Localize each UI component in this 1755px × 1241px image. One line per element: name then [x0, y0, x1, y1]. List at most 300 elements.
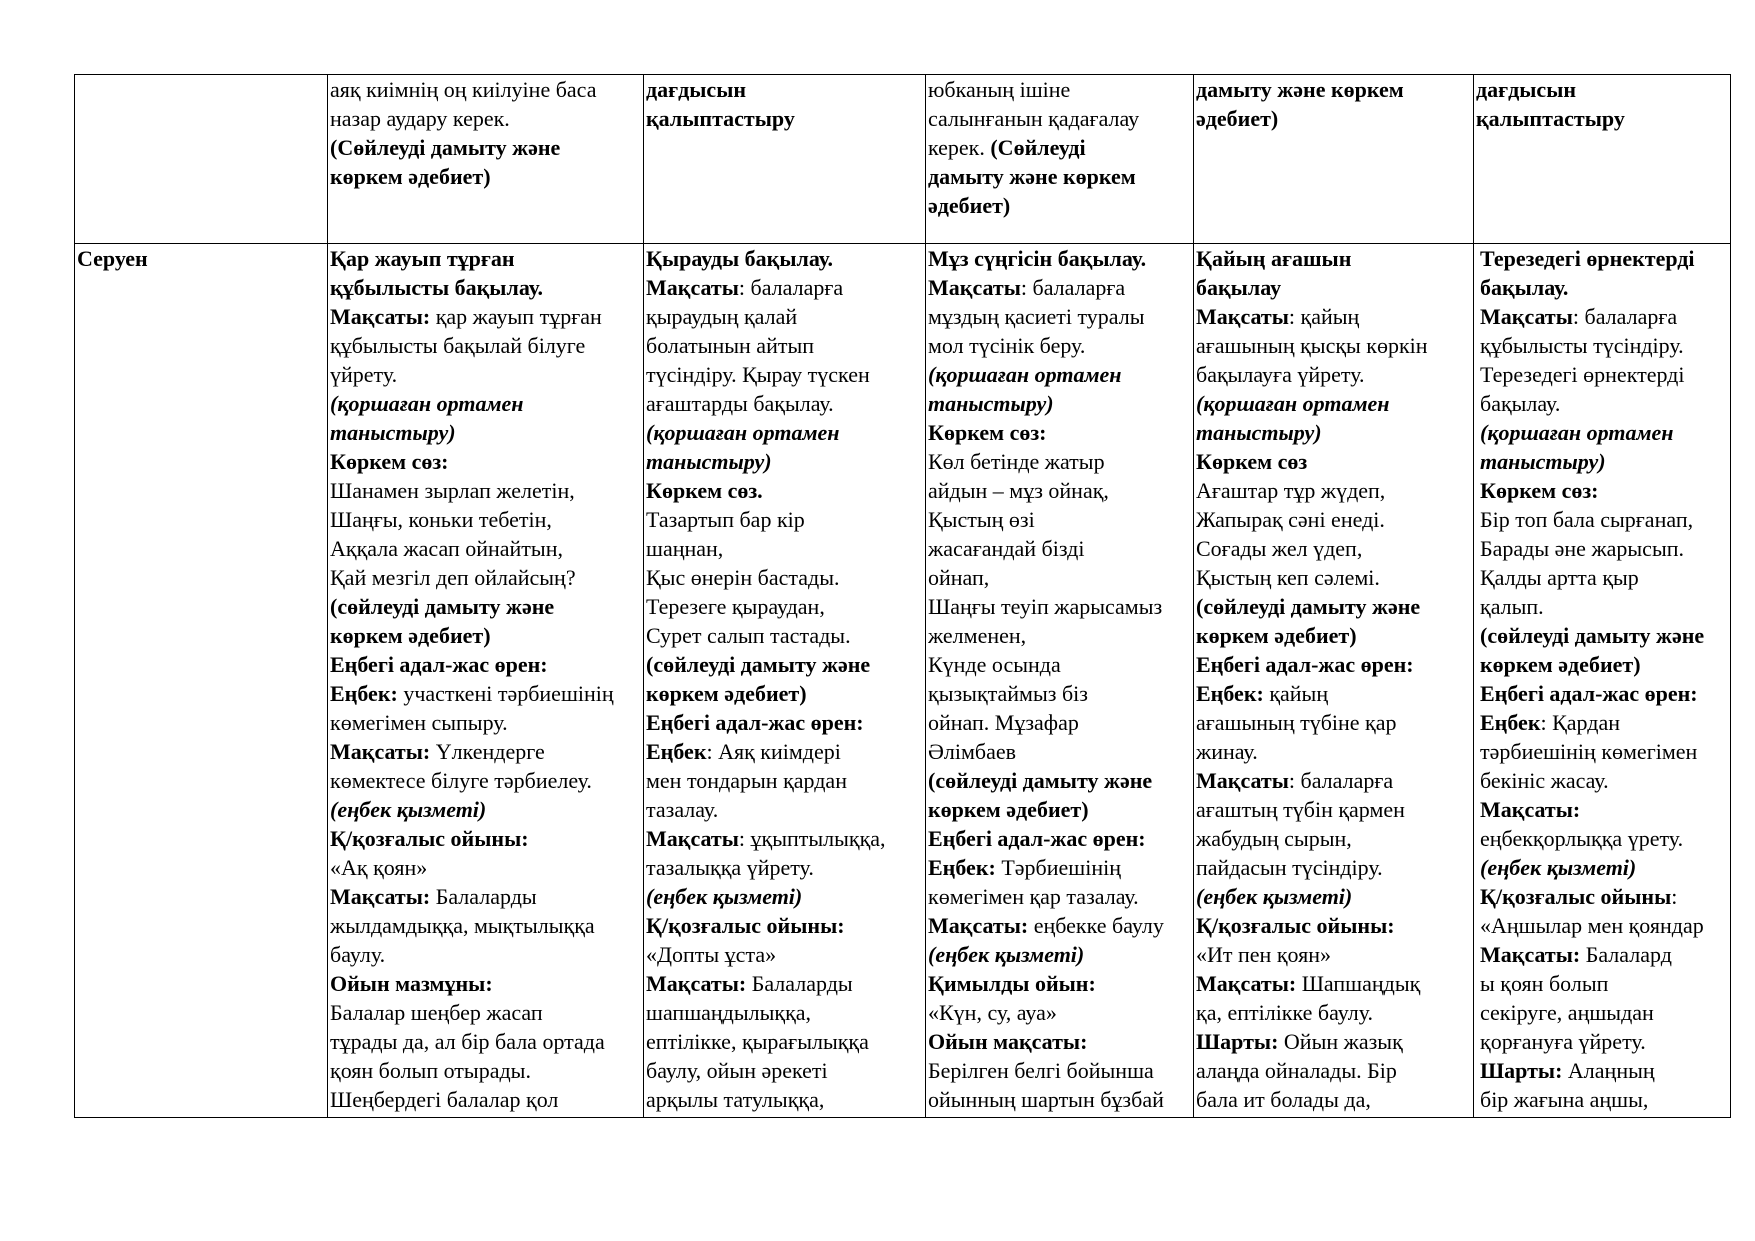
text-run: Бір топ бала сырғанап, — [1480, 507, 1694, 532]
text-run: көркем әдебиет) — [1196, 623, 1357, 648]
text-run: қалыптастыру — [1476, 106, 1625, 131]
text-line — [646, 1056, 925, 1085]
text-run: үйрету. — [330, 362, 398, 387]
text-line — [928, 853, 1193, 882]
text-run: (еңбек қызметі) — [928, 942, 1085, 967]
text-line — [928, 273, 1193, 302]
text-line — [1480, 244, 1730, 273]
text-run: таныстыру) — [1480, 449, 1606, 474]
text-run: Мұз сүңгісін бақылау. — [928, 246, 1147, 271]
text-run: жылдамдыққа, мықтылыққа — [330, 913, 595, 938]
text-run: Аққала жасап ойнайтын, — [330, 536, 563, 561]
text-line — [330, 104, 643, 133]
text-line — [330, 998, 643, 1027]
text-line — [1480, 563, 1730, 592]
text-line — [1196, 331, 1473, 360]
text-run: Балалар шеңбер жасап — [330, 1000, 543, 1025]
text-run: «Аңшылар мен қояндар — [1480, 913, 1704, 938]
text-run: Қай мезгіл деп ойлайсың? — [330, 565, 576, 590]
text-run: таныстыру) — [646, 449, 772, 474]
text-run: (еңбек қызметі) — [646, 884, 803, 909]
text-run: Шаңғы, коньки тебетін, — [330, 507, 552, 532]
text-run: Терезедегі өрнектерді — [1480, 362, 1685, 387]
text-run: қалыптастыру — [646, 106, 795, 131]
text-run: Тазартып бар кір — [646, 507, 805, 532]
text-line — [928, 133, 1193, 162]
text-run: Қар жауып тұрған — [330, 246, 515, 271]
text-line — [1196, 621, 1473, 650]
text-run: назар аудару керек. — [330, 106, 510, 131]
text-line — [646, 505, 925, 534]
text-run: участкені тәрбиешінің — [397, 681, 614, 706]
text-run: баулу. — [330, 942, 386, 967]
text-line — [1196, 853, 1473, 882]
text-line — [646, 244, 925, 273]
text-run: қорғануға үйрету. — [1480, 1029, 1646, 1054]
text-run: болатынын айтып — [646, 333, 815, 358]
text-line — [1480, 853, 1730, 882]
text-run: ептілікке, қырағылыққа — [646, 1029, 869, 1054]
activity-cell — [328, 75, 644, 244]
text-line — [646, 273, 925, 302]
row-label: Серуен — [77, 246, 148, 271]
text-line — [330, 563, 643, 592]
text-line — [928, 476, 1193, 505]
text-run: секіруге, аңшыдан — [1480, 1000, 1654, 1025]
text-line — [1196, 824, 1473, 853]
text-run: Мақсаты — [1480, 304, 1573, 329]
text-run: Тәрбиешінің — [995, 855, 1121, 880]
text-line — [1480, 882, 1730, 911]
text-run: тазалыққа үйрету. — [646, 855, 814, 880]
table-row — [75, 75, 1731, 244]
text-run: Қырауды бақылау. — [646, 246, 834, 271]
text-run: «Ит пен қоян» — [1196, 942, 1331, 967]
text-run: қалып. — [1480, 594, 1544, 619]
plan-table — [74, 74, 1731, 1118]
text-line — [1480, 911, 1730, 940]
text-line — [928, 882, 1193, 911]
row-label-cell — [75, 75, 328, 244]
text-run: : балаларға — [738, 275, 844, 300]
text-line — [928, 592, 1193, 621]
text-line — [928, 650, 1193, 679]
text-run: көркем әдебиет) — [330, 164, 491, 189]
text-line — [646, 75, 925, 104]
text-line — [330, 824, 643, 853]
text-line — [1196, 273, 1473, 302]
text-run: жасағандай бізді — [928, 536, 1085, 561]
text-line — [928, 331, 1193, 360]
text-line — [330, 505, 643, 534]
text-line — [646, 360, 925, 389]
text-line — [1196, 882, 1473, 911]
text-run: Ойын мазмұны: — [330, 971, 493, 996]
text-run: Көркем сөз: — [330, 449, 449, 474]
text-run: Берілген белгі бойынша — [928, 1058, 1154, 1083]
text-line — [330, 75, 643, 104]
text-run: (қоршаған ортамен — [646, 420, 840, 445]
text-run: аяқ киімнің оң киілуіне баса — [330, 77, 597, 102]
text-run: Еңбек: — [1196, 681, 1264, 706]
text-run: салынғанын қадағалау — [928, 106, 1140, 131]
text-run: ағаштарды бақылау. — [646, 391, 834, 416]
text-line — [646, 389, 925, 418]
text-line — [928, 447, 1193, 476]
text-line — [1476, 75, 1730, 104]
text-line — [1480, 737, 1730, 766]
text-run: Барады әне жарысып. — [1480, 536, 1685, 561]
text-run: Еңбек — [1480, 710, 1541, 735]
text-line — [928, 911, 1193, 940]
text-line — [646, 882, 925, 911]
text-run: Еңбегі адал-жас өрен: — [646, 710, 864, 735]
text-line — [646, 737, 925, 766]
text-run: керек. — [928, 135, 991, 160]
text-run: ағашының қысқы көркін — [1196, 333, 1428, 358]
text-run: мол түсінік беру. — [928, 333, 1086, 358]
text-line — [928, 1085, 1193, 1114]
text-line — [1480, 534, 1730, 563]
text-line — [1480, 708, 1730, 737]
text-line — [1196, 505, 1473, 534]
text-run: Қыс өнерін бастады. — [646, 565, 840, 590]
text-run: Әлімбаев — [928, 739, 1017, 764]
text-line — [1480, 1027, 1730, 1056]
text-line — [646, 679, 925, 708]
text-line — [928, 621, 1193, 650]
text-run: (сөйлеуді дамыту және — [1480, 623, 1705, 648]
text-run: Қ/қозғалыс ойыны — [1480, 884, 1672, 909]
text-line — [646, 476, 925, 505]
text-run: Қимылды ойын: — [928, 971, 1096, 996]
text-run: алаңда ойналады. Бір — [1196, 1058, 1397, 1083]
text-line — [646, 563, 925, 592]
text-run: құбылысты бақылау. — [330, 275, 543, 300]
text-line — [1196, 360, 1473, 389]
text-line — [1480, 360, 1730, 389]
text-run: Ойын мақсаты: — [928, 1029, 1088, 1054]
text-line — [330, 911, 643, 940]
text-run: Шапшаңдық — [1296, 971, 1421, 996]
activity-cell — [644, 244, 926, 1118]
text-line — [1480, 679, 1730, 708]
text-line — [646, 302, 925, 331]
text-line — [646, 650, 925, 679]
text-run: Мақсаты: — [646, 971, 747, 996]
text-run: әдебиет) — [928, 193, 1011, 218]
text-line — [646, 911, 925, 940]
text-line — [330, 244, 643, 273]
text-run: арқылы татулыққа, — [646, 1087, 825, 1112]
text-run: ойынның шартын бұзбай — [928, 1087, 1164, 1112]
text-line — [330, 1085, 643, 1114]
text-run: «Күн, су, ауа» — [928, 1000, 1057, 1025]
text-line — [330, 940, 643, 969]
text-run: Көркем сөз. — [646, 478, 763, 503]
text-run: (сөйлеуді дамыту және — [646, 652, 871, 677]
text-line — [928, 505, 1193, 534]
text-run: Шаңғы теуіп жарысамыз — [928, 594, 1163, 619]
text-run: Шарты: — [1196, 1029, 1279, 1054]
text-run: көркем әдебиет) — [330, 623, 491, 648]
text-line — [330, 418, 643, 447]
activity-cell — [644, 75, 926, 244]
text-line — [330, 534, 643, 563]
text-run: Мақсаты — [928, 275, 1021, 300]
text-run: баулу, ойын әрекеті — [646, 1058, 828, 1083]
text-run: Көл бетінде жатыр — [928, 449, 1105, 474]
text-line — [646, 331, 925, 360]
text-run: бекініс жасау. — [1480, 768, 1609, 793]
text-run: Шеңбердегі балалар қол — [330, 1087, 559, 1112]
text-run: ағашының түбіне қар — [1196, 710, 1397, 735]
text-run: : ұқыптылыққа, — [738, 826, 886, 851]
text-line — [330, 621, 643, 650]
text-line — [1196, 650, 1473, 679]
text-line — [1196, 534, 1473, 563]
text-line — [646, 969, 925, 998]
text-line — [1196, 244, 1473, 273]
text-line — [1480, 969, 1730, 998]
text-line — [1480, 476, 1730, 505]
text-line — [646, 940, 925, 969]
text-line — [928, 563, 1193, 592]
text-run: (қоршаған ортамен — [330, 391, 524, 416]
text-run: Еңбегі адал-жас өрен: — [1196, 652, 1414, 677]
text-line — [330, 162, 643, 191]
text-run: айдын – мұз ойнақ, — [928, 478, 1109, 503]
text-run: көмегімен сыпыру. — [330, 710, 508, 735]
activity-cell — [1474, 75, 1731, 244]
text-line — [928, 766, 1193, 795]
text-line — [330, 679, 643, 708]
activity-cell — [328, 244, 644, 1118]
text-run: түсіндіру. Қырау түскен — [646, 362, 870, 387]
text-line — [1196, 911, 1473, 940]
text-line — [1480, 766, 1730, 795]
text-run: көмегімен қар тазалау. — [928, 884, 1139, 909]
activity-cell — [926, 244, 1194, 1118]
text-run: (қоршаған ортамен — [928, 362, 1122, 387]
text-line — [1480, 1085, 1730, 1114]
text-line — [1480, 940, 1730, 969]
text-run: Көркем сөз: — [1480, 478, 1599, 503]
text-line — [928, 302, 1193, 331]
text-line — [1476, 104, 1730, 133]
text-run: Шанамен зырлап желетін, — [330, 478, 575, 503]
text-run: еңбекқорлыққа үрету. — [1480, 826, 1684, 851]
text-run: Қ/қозғалыс ойыны: — [1196, 913, 1395, 938]
text-run: Мақсаты: — [1480, 797, 1581, 822]
text-run: Алаңның — [1562, 1058, 1655, 1083]
text-line — [330, 389, 643, 418]
text-line — [1196, 1085, 1473, 1114]
text-run: Терезеге қыраудан, — [646, 594, 825, 619]
text-run: Сурет салып тастады. — [646, 623, 851, 648]
text-run: юбканың ішіне — [928, 77, 1071, 102]
text-line — [330, 133, 643, 162]
text-run: ы қоян болып — [1480, 971, 1609, 996]
text-line — [928, 679, 1193, 708]
text-run: дағдысын — [1476, 77, 1577, 102]
text-run: тұрады да, ал бір бала ортада — [330, 1029, 605, 1054]
text-line — [928, 104, 1193, 133]
text-line — [1196, 389, 1473, 418]
text-run: қар жауып тұрған — [430, 304, 602, 329]
text-run: : — [1671, 884, 1678, 909]
text-run: Мақсаты — [1196, 304, 1289, 329]
text-run: Терезедегі өрнектерді — [1480, 246, 1695, 271]
text-line — [646, 447, 925, 476]
text-run: құбылысты түсіндіру. — [1480, 333, 1684, 358]
text-run: Балалард — [1580, 942, 1672, 967]
text-run: дағдысын — [646, 77, 747, 102]
text-run: Ағаштар тұр жүдеп, — [1196, 478, 1386, 503]
text-line — [330, 969, 643, 998]
text-run: (қоршаған ортамен — [1480, 420, 1674, 445]
text-run: Мақсаты — [646, 275, 739, 300]
text-line — [330, 302, 643, 331]
text-run: (сөйлеуді дамыту және — [928, 768, 1153, 793]
text-line — [330, 650, 643, 679]
text-run: : балаларға — [1572, 304, 1678, 329]
text-line — [330, 882, 643, 911]
text-run: ойнап, — [928, 565, 990, 590]
text-line — [928, 1056, 1193, 1085]
text-line — [1196, 969, 1473, 998]
text-run: Еңбек: — [928, 855, 996, 880]
text-run: тәрбиешінің көмегімен — [1480, 739, 1698, 764]
text-run: (Сөйлеуді — [990, 135, 1086, 160]
text-line — [330, 708, 643, 737]
text-run: «Ақ қоян» — [330, 855, 428, 880]
text-line — [1480, 505, 1730, 534]
text-run: Көркем сөз — [1196, 449, 1308, 474]
text-line — [928, 534, 1193, 563]
text-line — [330, 795, 643, 824]
text-line — [1480, 447, 1730, 476]
text-run: көркем әдебиет) — [1480, 652, 1641, 677]
text-line — [646, 998, 925, 1027]
text-line — [1196, 75, 1473, 104]
text-line — [646, 795, 925, 824]
text-run: дамыту және көркем — [928, 164, 1136, 189]
text-line — [1480, 998, 1730, 1027]
text-run: бақылауға үйрету. — [1196, 362, 1365, 387]
text-run: Қайың ағашын — [1196, 246, 1352, 271]
text-line — [928, 1027, 1193, 1056]
text-run: Мақсаты: — [1480, 942, 1581, 967]
text-run: Қыстың кеп сәлемі. — [1196, 565, 1380, 590]
text-run: шаңнан, — [646, 536, 724, 561]
text-line — [1196, 592, 1473, 621]
activity-cell — [1474, 244, 1731, 1118]
text-line — [1480, 650, 1730, 679]
text-line — [646, 824, 925, 853]
text-line — [928, 191, 1193, 220]
text-run: мұздың қасиеті туралы — [928, 304, 1145, 329]
text-line — [1480, 824, 1730, 853]
text-line — [646, 592, 925, 621]
text-line — [1480, 592, 1730, 621]
text-run: Еңбегі адал-жас өрен: — [1480, 681, 1698, 706]
text-run: (сөйлеуді дамыту және — [330, 594, 555, 619]
text-line — [330, 447, 643, 476]
text-line — [1196, 104, 1473, 133]
text-run: Мақсаты: — [928, 913, 1029, 938]
text-run: пайдасын түсіндіру. — [1196, 855, 1383, 880]
text-run: Мақсаты — [1196, 768, 1289, 793]
text-run: Мақсаты: — [330, 884, 431, 909]
text-line — [1480, 418, 1730, 447]
text-line — [1480, 302, 1730, 331]
text-run: : Қардан — [1540, 710, 1620, 735]
text-run: Еңбек — [646, 739, 707, 764]
text-line — [1480, 795, 1730, 824]
text-run: Қалды артта қыр — [1480, 565, 1639, 590]
text-run: Еңбегі адал-жас өрен: — [928, 826, 1146, 851]
text-run: жинау. — [1196, 739, 1258, 764]
text-run: бақылау — [1196, 275, 1282, 300]
text-run: еңбекке баулу — [1028, 913, 1164, 938]
activity-cell — [1194, 75, 1474, 244]
text-line — [1196, 302, 1473, 331]
text-line — [1196, 766, 1473, 795]
table-row — [75, 244, 1731, 1118]
text-run: бір жағына аңшы, — [1480, 1087, 1649, 1112]
text-run: Көркем сөз: — [928, 420, 1047, 445]
text-run: қыраудың қалай — [646, 304, 798, 329]
text-run: : Аяқ киімдері — [706, 739, 841, 764]
text-line — [646, 708, 925, 737]
text-line — [1480, 331, 1730, 360]
text-run: (еңбек қызметі) — [1196, 884, 1353, 909]
text-line — [1480, 389, 1730, 418]
text-line — [928, 824, 1193, 853]
text-run: Жапырақ сәні енеді. — [1196, 507, 1385, 532]
text-line — [646, 534, 925, 563]
text-line — [646, 1085, 925, 1114]
text-line — [1196, 563, 1473, 592]
text-run: Мақсаты: — [1196, 971, 1297, 996]
text-run: Шарты: — [1480, 1058, 1563, 1083]
text-run: қайың — [1263, 681, 1329, 706]
text-run: (қоршаған ортамен — [1196, 391, 1390, 416]
activity-cell — [926, 75, 1194, 244]
text-line — [928, 360, 1193, 389]
text-run: : балаларға — [1020, 275, 1126, 300]
text-line — [646, 418, 925, 447]
text-line — [928, 162, 1193, 191]
text-line — [330, 1056, 643, 1085]
text-run: мен тондарын қардан — [646, 768, 847, 793]
text-run: Үлкендерге — [430, 739, 545, 764]
text-run: құбылысты бақылай білуге — [330, 333, 586, 358]
text-run: жабудың сырын, — [1196, 826, 1352, 851]
text-line — [330, 331, 643, 360]
text-line — [330, 766, 643, 795]
text-run: таныстыру) — [1196, 420, 1322, 445]
text-line — [1196, 795, 1473, 824]
text-line — [1196, 1027, 1473, 1056]
text-run: Мақсаты: — [330, 304, 431, 329]
activity-cell — [1194, 244, 1474, 1118]
text-line — [928, 708, 1193, 737]
text-line — [1196, 737, 1473, 766]
text-line — [330, 1027, 643, 1056]
text-run: (Сөйлеуді дамыту және — [330, 135, 561, 160]
